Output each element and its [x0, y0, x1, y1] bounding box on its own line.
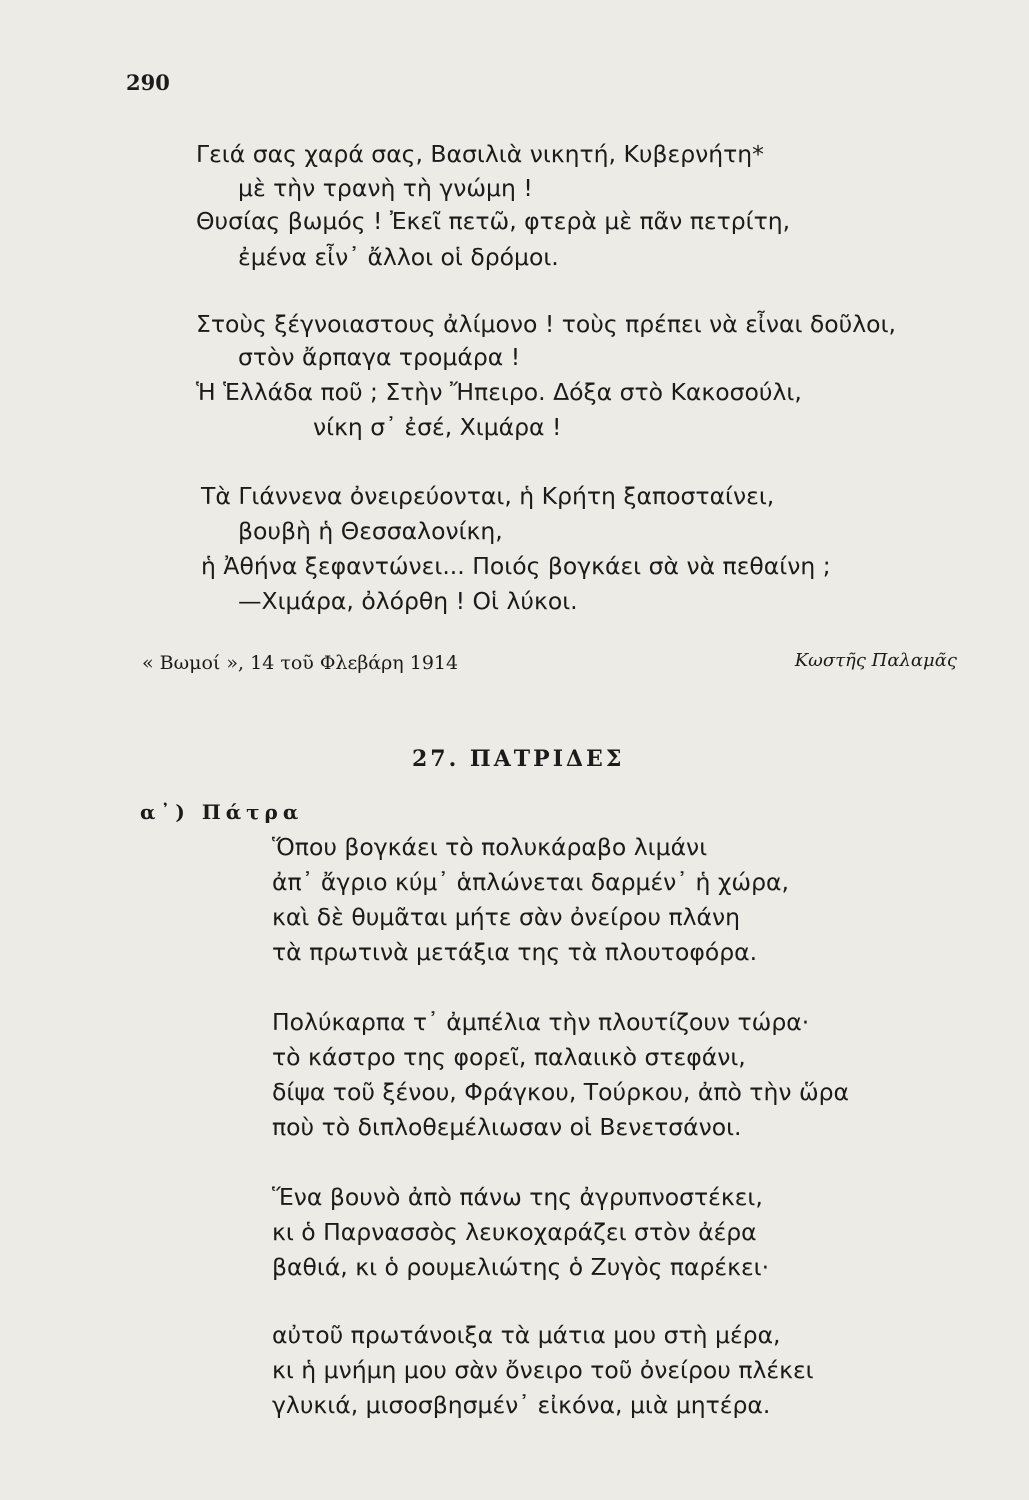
poem-line: μὲ τὴν τρανὴ τὴ γνώμη ! — [238, 174, 533, 202]
poem-line: κι ἡ μνήμη μου σὰν ὄνειρο τοῦ ὀνείρου πλέκει — [272, 1356, 814, 1384]
poem-line: καὶ δὲ θυμᾶται μήτε σὰν ὀνείρου πλάνη — [272, 903, 741, 931]
poem-line: τὰ πρωτινὰ μετάξια της τὰ πλουτοφόρα. — [272, 938, 758, 966]
poem-line: γλυκιά, μισοσβησμέν᾽ εἰκόνα, μιὰ μητέρα. — [272, 1391, 771, 1419]
poem-line: Πολύκαρπα τ᾽ ἀμπέλια τὴν πλουτίζουν τώρα· — [272, 1008, 810, 1036]
page-number: 290 — [126, 70, 170, 95]
poem-line: ἐμένα εἶν᾽ ἄλλοι οἱ δρόμοι. — [238, 243, 559, 271]
poem-author: Κωστῆς Παλαμᾶς — [794, 650, 957, 671]
poem-line: βουβὴ ἡ Θεσσαλονίκη, — [238, 517, 503, 545]
poem-line: Θυσίας βωμός ! Ἐκεῖ πετῶ, φτερὰ μὲ πᾶν πετρίτη, — [196, 207, 791, 235]
poem-line: ἡ Ἀθήνα ξεφαντώνει... Ποιός βογκάει σὰ νὰ πεθαίνη ; — [201, 552, 831, 580]
poem-line: ἀπ᾽ ἄγριο κύμ᾽ ἁπλώνεται δαρμέν᾽ ἡ χώρα, — [272, 868, 789, 896]
poem-line: αὐτοῦ πρωτάνοιξα τὰ μάτια μου στὴ μέρα, — [272, 1321, 781, 1349]
poem-line: —Χιμάρα, ὀλόρθη ! Οἱ λύκοι. — [238, 587, 578, 615]
poem-line: Ἕνα βουνὸ ἀπὸ πάνω της ἀγρυπνοστέκει, — [272, 1183, 763, 1211]
poem-line: στὸν ἄρπαγα τρομάρα ! — [238, 343, 521, 371]
section-subheading: α᾽) Πάτρα — [140, 800, 304, 824]
poem-line: Ἡ Ἑλλάδα ποῦ ; Στὴν Ἤπειρο. Δόξα στὸ Κακοσούλι, — [196, 378, 802, 406]
poem-line: βαθιά, κι ὁ ρουμελιώτης ὁ Ζυγὸς παρέκει· — [272, 1253, 770, 1281]
poem-line: δίψα τοῦ ξένου, Φράγκου, Τούρκου, ἀπὸ τὴν ὥρα — [272, 1078, 850, 1106]
poem-line: Ὅπου βογκάει τὸ πολυκάραβο λιμάνι — [272, 833, 708, 861]
section-heading: 27. ΠΑΤΡΙΔΕΣ — [412, 746, 625, 772]
poem-line: Γειά σας χαρά σας, Βασιλιὰ νικητή, Κυβερνήτη* — [196, 140, 764, 168]
poem-line: Τὰ Γιάννενα ὀνειρεύονται, ἡ Κρήτη ξαποσταίνει, — [201, 482, 775, 510]
poem-line: τὸ κάστρο της φορεῖ, παλαιικὸ στεφάνι, — [272, 1043, 746, 1071]
poem-line: κι ὁ Παρνασσὸς λευκοχαράζει στὸν ἀέρα — [272, 1218, 757, 1246]
poem-source: « Βωμοί », 14 τοῦ Φλεβάρη 1914 — [142, 652, 459, 674]
poem-line: ποὺ τὸ διπλοθεμέλιωσαν οἱ Βενετσάνοι. — [272, 1113, 742, 1141]
poem-line: Στοὺς ξέγνοιαστους ἀλίμονο ! τοὺς πρέπει νὰ εἶναι δοῦλοι, — [196, 310, 896, 338]
poem-line: νίκη σ᾽ ἐσέ, Χιμάρα ! — [313, 413, 562, 441]
